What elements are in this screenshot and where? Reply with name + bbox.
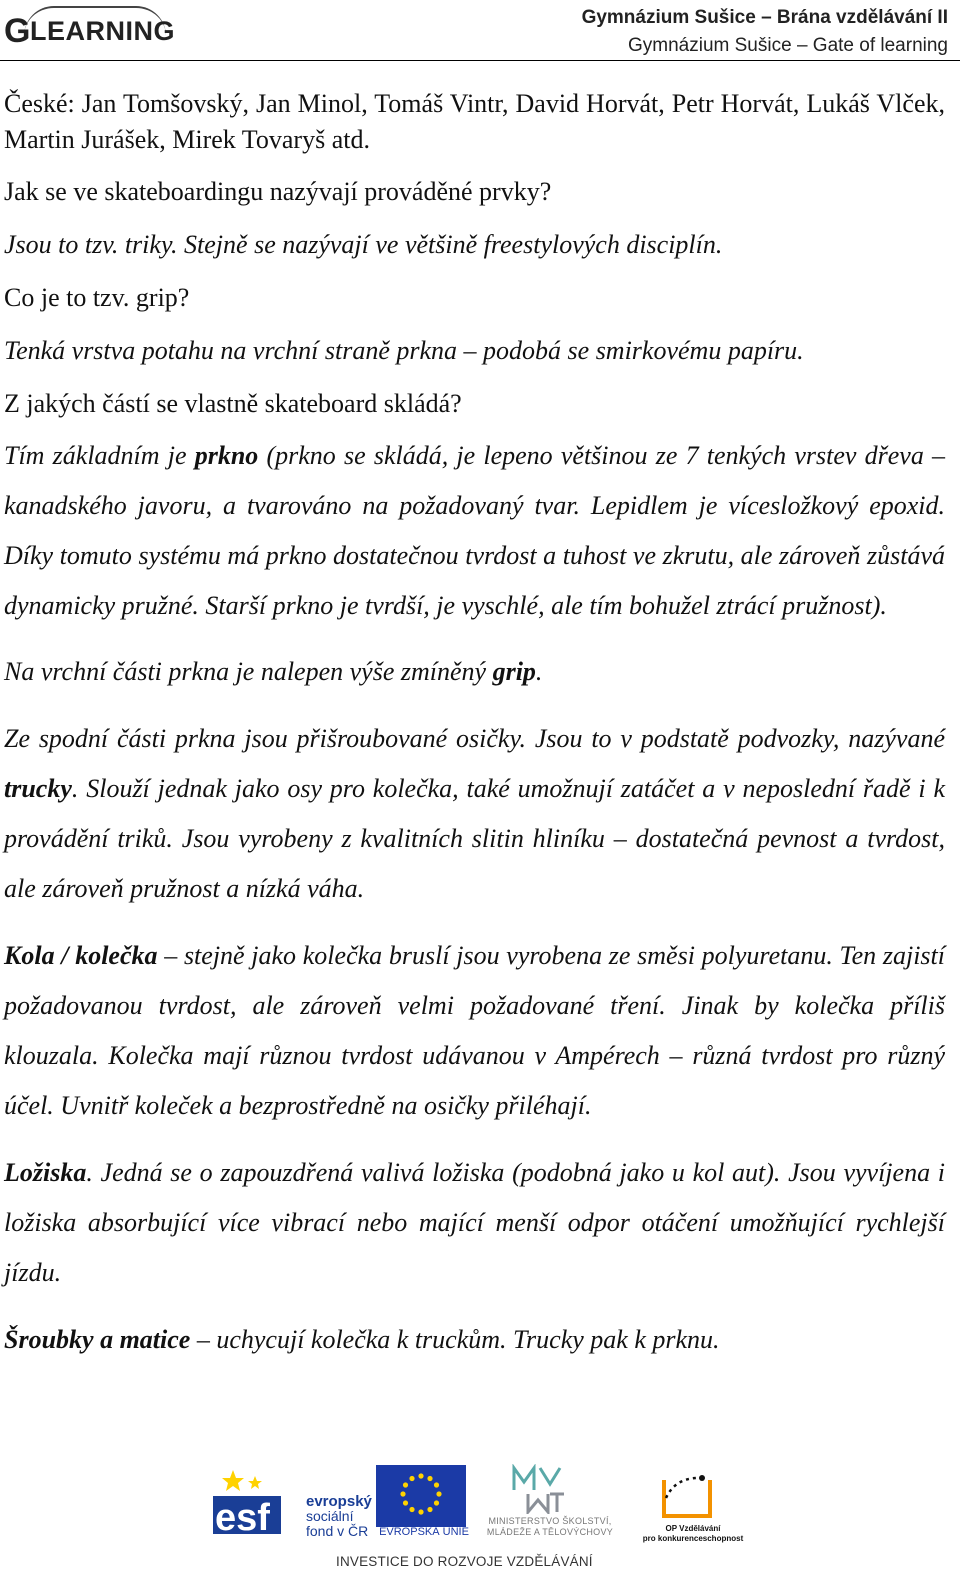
paragraph-loziska — [4, 1148, 945, 1298]
paragraph-trucky — [4, 714, 945, 914]
trucky-text-b: . Slouží jednak jako osy pro kolečka, také umožnují zatáčet a v neposlední řadě i k provádění triků. Jsou vyrobeny z kvalitních slitin hliníku – dostatečná pevnost a tvrdost, ale zároveň pružnost a nízká váha. — [4, 774, 945, 903]
answer-2: Tenká vrstva potahu na vrchní straně prkna – podobá se smirkovému papíru. — [4, 336, 804, 365]
esf-text — [306, 1494, 372, 1539]
esf-line-3: fond v ČR — [306, 1523, 369, 1539]
kola-text: – stejně jako kolečka bruslí jsou vyrobena ze směsi polyuretanu. Ten zajistí požadovanou tvrdost, ale zároveň velmi požadované tření. Jinak by kolečka příliš klouzala. Kolečka mají různou tvrdost udávanou v Ampérech – různá tvrdost pro různý účel. Uvnitř koleček a bezprostředně na osičky přiléhají. — [4, 941, 945, 1120]
document-body — [4, 86, 945, 1365]
op-line-2: pro konkurenceschopnost — [642, 1534, 744, 1543]
trucky-term: trucky — [4, 774, 72, 803]
grip-text-a: Na vrchní části prkna je nalepen výše zmíněný — [4, 657, 493, 686]
grip-text-b: . — [535, 657, 543, 686]
op-vk-logo — [658, 1470, 716, 1522]
paragraph-kola — [4, 931, 945, 1131]
sroubky-term: Šroubky a matice — [4, 1325, 191, 1354]
invest-slogan: INVESTICE DO ROZVOJE VZDĚLÁVÁNÍ — [336, 1554, 593, 1569]
loziska-text: . Jedná se o zapouzdřená valivá ložiska (podobná jako u kol aut). Jsou vyvíjena i ložiska absorbující více vibrací nebo mající menší odpor otáčení umožňující rychlejší jízdu. — [4, 1158, 945, 1287]
question-3: Z jakých částí se vlastně skateboard skládá? — [4, 389, 462, 418]
paragraph-names: České: Jan Tomšovský, Jan Minol, Tomáš Vintr, David Horvát, Petr Horvát, Lukáš Vlček, Martin Jurášek, Mirek Tovaryš atd. — [4, 89, 945, 154]
loziska-term: Ložiska — [4, 1158, 87, 1187]
question-2: Co je to tzv. grip? — [4, 283, 190, 312]
svg-text:esf: esf — [215, 1497, 270, 1536]
prkno-text-b: (prkno se skládá, je lepeno většinou ze 7 tenkých vrstev dřeva – kanadského javoru, a tvarováno na požadovaný tvar. Lepidlem je vícesložkový epoxid. Díky tomuto systému má prkno dostatečnou tvrdost a tuhost ve zkrutu, ale zároveň zůstává dynamicky pružné. Starší prkno je tvrdší, je vyschlé, ale tím bohužel ztrácí pružnost). — [4, 441, 946, 620]
esf-line-2: sociální — [306, 1508, 354, 1524]
sroubky-text: – uchycují kolečka k truckům. Trucky pak k prknu. — [190, 1325, 720, 1354]
msmt-line-2: MLÁDEŽE A TĚLOVÝCHOVY — [486, 1527, 614, 1537]
esf-logo — [213, 1466, 281, 1536]
school-title-en: Gymnázium Sušice – Gate of learning — [628, 35, 948, 56]
header-school-info — [582, 4, 948, 60]
answer-1: Jsou to tzv. triky. Stejně se nazývají ve většině freestylových disciplín. — [4, 230, 723, 259]
logo-letter: G — [4, 12, 31, 50]
question-1: Jak se ve skateboardingu nazývají prováděné prvky? — [4, 177, 552, 206]
op-text — [638, 1524, 748, 1544]
logo-text: LEARNING — [30, 16, 175, 46]
page-header — [0, 0, 960, 60]
msmt-logo — [510, 1464, 566, 1514]
prkno-term: prkno — [194, 441, 259, 470]
eu-flag — [376, 1465, 466, 1527]
trucky-text-a: Ze spodní části prkna jsou přišroubované osičky. Jsou to v podstatě podvozky, nazývané — [4, 724, 945, 753]
esf-line-1: evropský — [306, 1493, 372, 1510]
msmt-text — [475, 1516, 625, 1538]
school-title-cz: Gymnázium Sušice – Brána vzdělávání II — [581, 7, 948, 28]
prkno-text-a: Tím základním je — [4, 441, 195, 470]
grip-term: grip — [492, 657, 536, 686]
glearning-logo — [4, 6, 175, 50]
footer-logos — [210, 1462, 750, 1586]
eu-label: EVROPSKÁ UNIE — [379, 1526, 469, 1538]
kola-term: Kola / kolečka — [4, 941, 158, 970]
paragraph-sroubky — [4, 1315, 945, 1365]
header-divider — [0, 60, 960, 61]
paragraph-grip — [4, 647, 945, 697]
op-line-1: OP Vzdělávání — [665, 1524, 721, 1533]
msmt-line-1: MINISTERSTVO ŠKOLSTVÍ, — [488, 1516, 612, 1526]
paragraph-prkno — [4, 431, 945, 631]
